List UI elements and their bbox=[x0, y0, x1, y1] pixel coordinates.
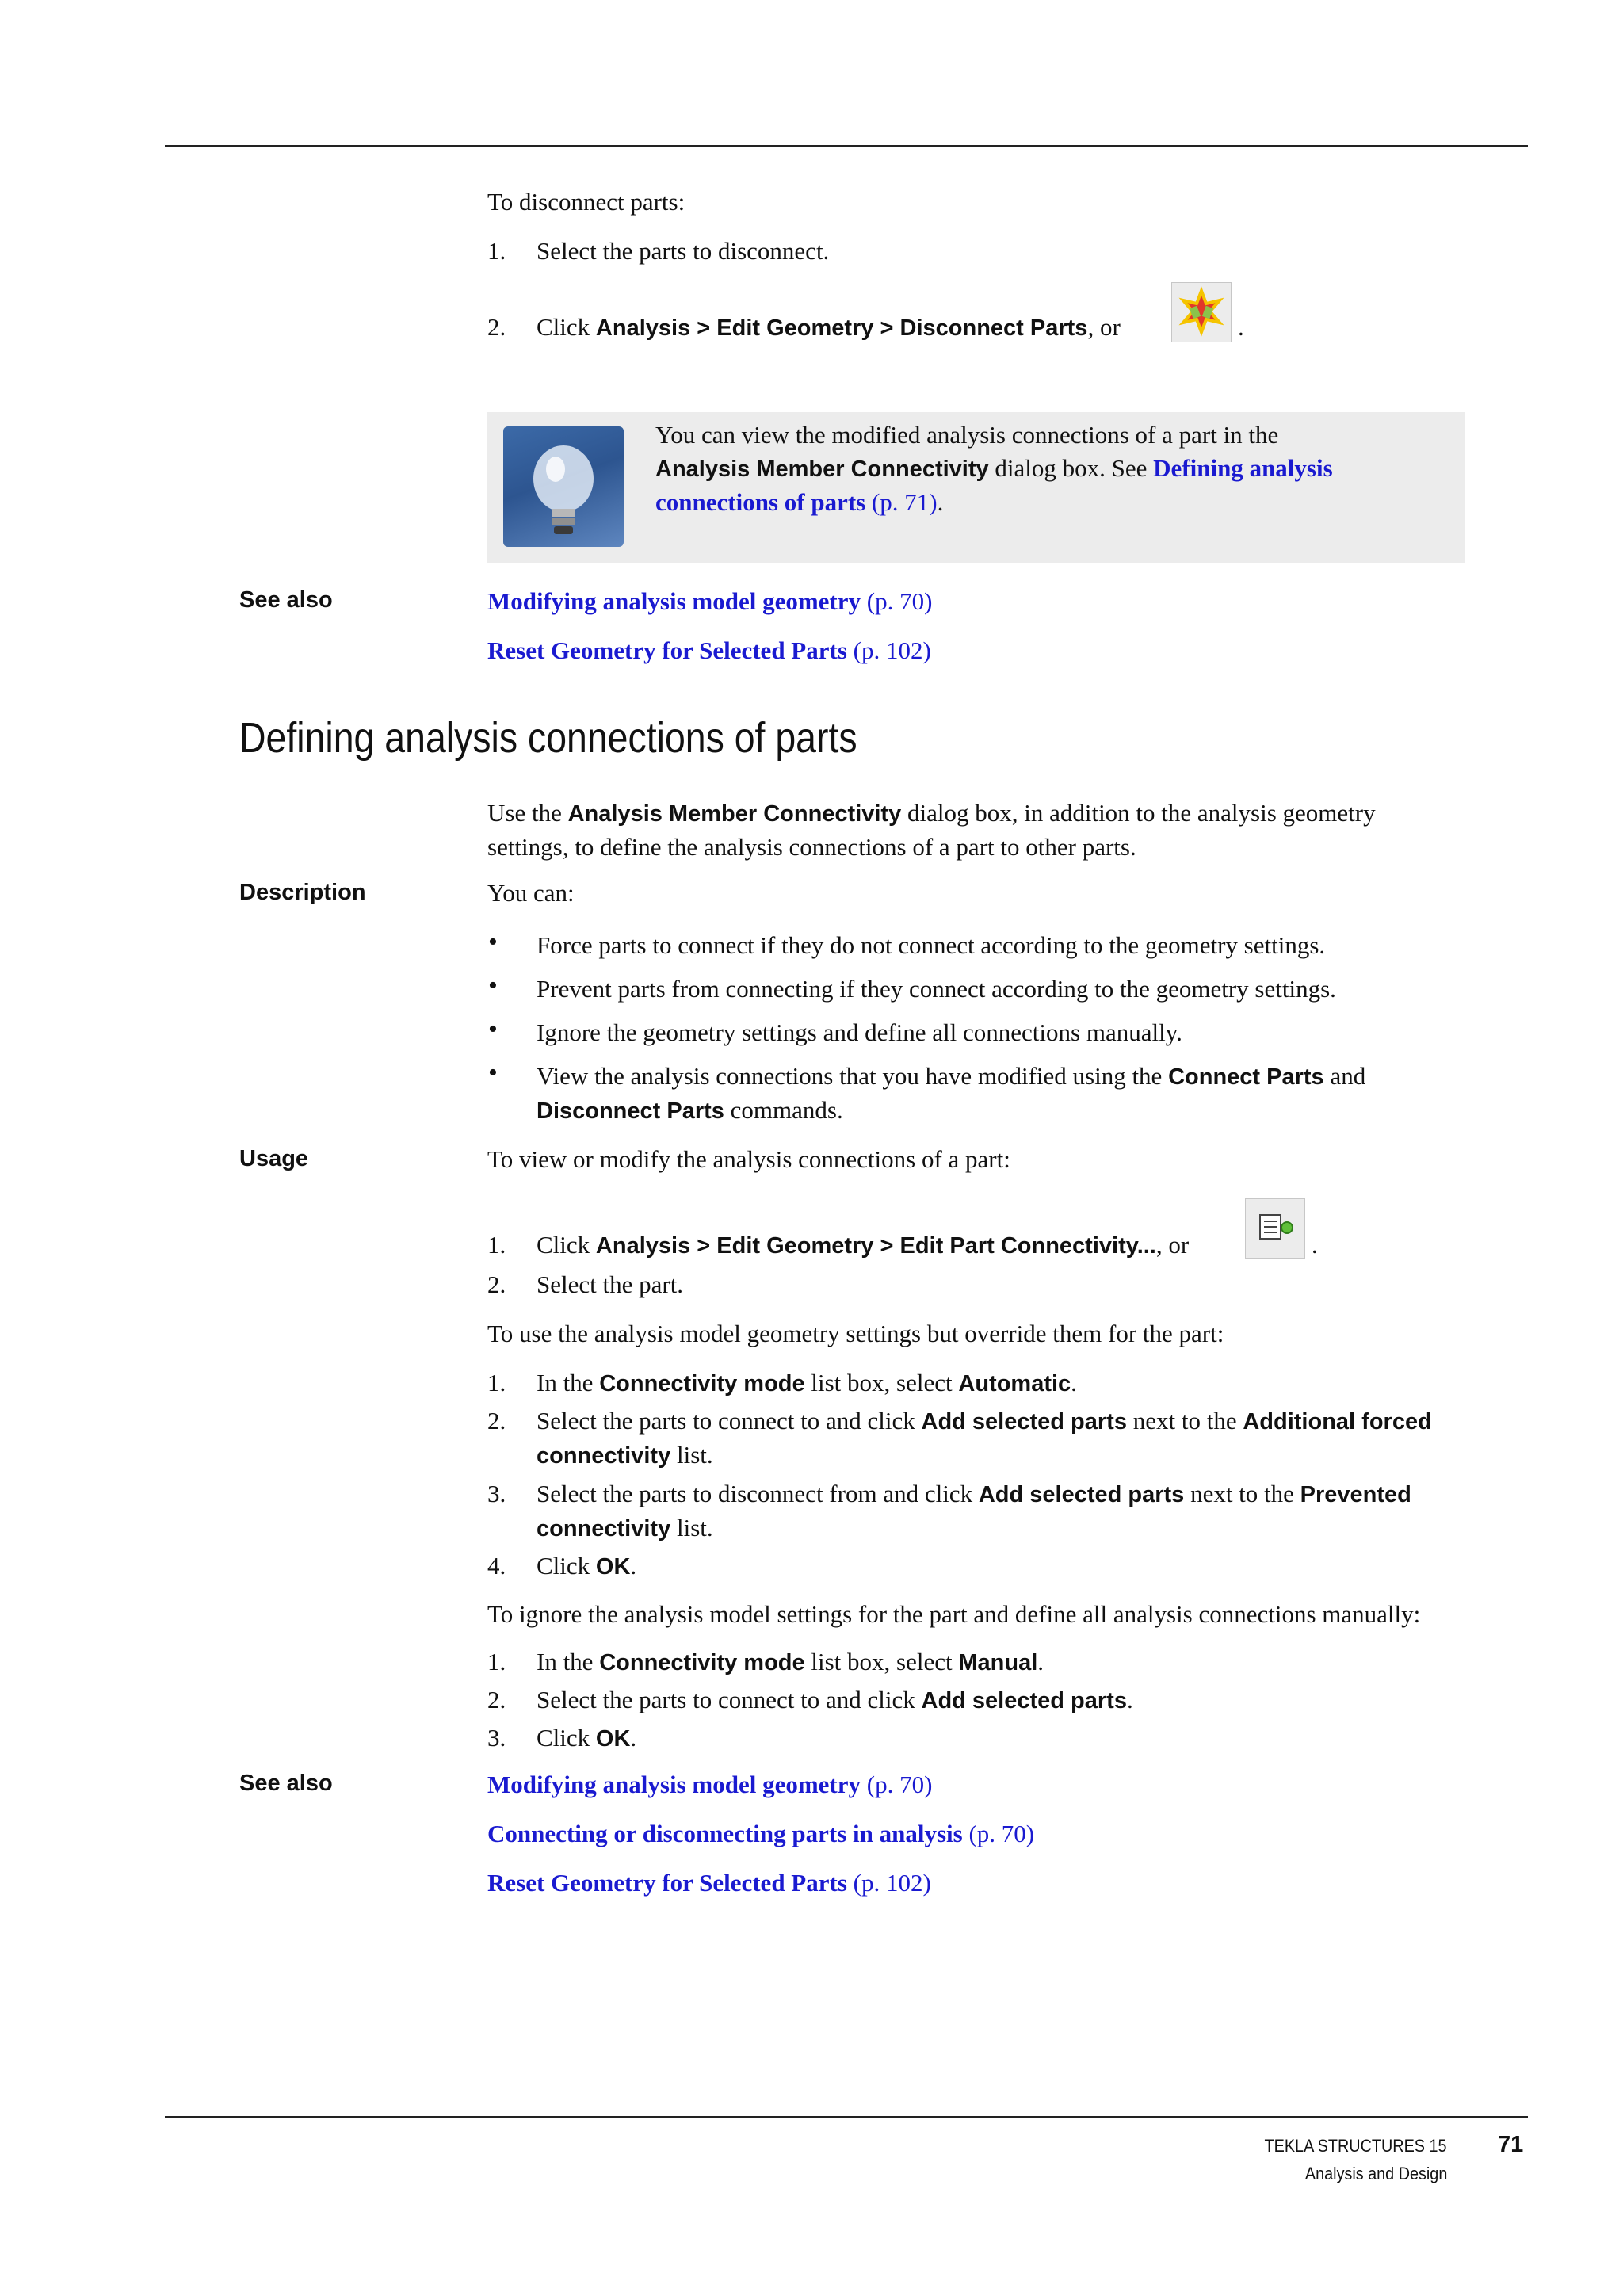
page-ref: (p. 70) bbox=[861, 1771, 933, 1798]
section-title: Defining analysis connections of parts bbox=[239, 714, 857, 762]
text: . bbox=[1071, 1369, 1077, 1396]
see-also-link-row bbox=[487, 1866, 1526, 1900]
text: list box, select bbox=[804, 1369, 959, 1396]
bullet: • bbox=[488, 971, 498, 1000]
text: list. bbox=[670, 1441, 713, 1469]
text: dialog box. See bbox=[988, 454, 1154, 482]
option-name: Automatic bbox=[958, 1371, 1071, 1396]
step-number: 2. bbox=[487, 1686, 506, 1713]
usage-step-2: Select the part. bbox=[537, 1270, 684, 1298]
text: , or bbox=[1155, 1231, 1190, 1259]
see-also-link[interactable]: Reset Geometry for Selected Parts bbox=[487, 636, 847, 664]
step-number: 2. bbox=[487, 1270, 506, 1298]
step-number: 1. bbox=[487, 1369, 506, 1396]
step-number: 4. bbox=[487, 1552, 506, 1580]
list-name: Prevented bbox=[1300, 1482, 1411, 1507]
button-name: Add selected parts bbox=[921, 1409, 1127, 1435]
description-label: Description bbox=[239, 880, 366, 905]
text: Select the parts to connect to and click bbox=[537, 1686, 922, 1713]
see-also-label: See also bbox=[239, 587, 333, 613]
header-rule bbox=[165, 145, 1528, 147]
tip-box bbox=[487, 412, 1465, 563]
option-name: Manual bbox=[958, 1650, 1038, 1675]
text: . bbox=[630, 1552, 637, 1580]
text: Select the parts to connect to and click bbox=[537, 1407, 922, 1435]
bullet: • bbox=[488, 927, 498, 957]
see-also-label: See also bbox=[239, 1771, 333, 1796]
button-name: Add selected parts bbox=[921, 1688, 1127, 1713]
page-ref: (p. 102) bbox=[846, 636, 931, 664]
description-bullet-4 bbox=[537, 1060, 1527, 1128]
text: Click bbox=[537, 1724, 596, 1752]
see-also-link[interactable]: Modifying analysis model geometry bbox=[487, 1771, 861, 1798]
dialog-name: Analysis Member Connectivity bbox=[567, 801, 902, 827]
override-step-4 bbox=[537, 1549, 1527, 1584]
description-bullet-1: Force parts to connect if they do not connect according to the geometry settings. bbox=[537, 931, 1326, 959]
text: Click bbox=[537, 1231, 596, 1259]
see-also-link-row bbox=[487, 1768, 1526, 1801]
text: You can view the modified analysis connections of a part in the bbox=[655, 421, 1279, 449]
text: . bbox=[1126, 1686, 1133, 1713]
menu-path: Analysis > Edit Geometry > Disconnect Parts bbox=[595, 315, 1088, 341]
page-ref: (p. 70) bbox=[861, 587, 933, 615]
see-also-link[interactable]: Reset Geometry for Selected Parts bbox=[487, 1869, 847, 1897]
list-name: connectivity bbox=[537, 1516, 671, 1541]
manual-step-3 bbox=[537, 1721, 1527, 1755]
text: next to the bbox=[1184, 1480, 1300, 1507]
button-name: OK bbox=[595, 1726, 631, 1752]
step-number: 3. bbox=[487, 1724, 506, 1752]
text: and bbox=[1323, 1062, 1366, 1090]
step-number: 1. bbox=[487, 1231, 506, 1259]
text: . bbox=[937, 488, 944, 516]
text: Use the bbox=[487, 799, 568, 827]
text: . bbox=[630, 1724, 637, 1752]
override-lead: To use the analysis model geometry settings but override them for the part: bbox=[487, 1320, 1224, 1347]
footer-subtitle: Analysis and Design bbox=[1304, 2164, 1447, 2183]
usage-step-1 bbox=[537, 1228, 1527, 1263]
manual-lead: To ignore the analysis model settings for the part and define all analysis connections manually: bbox=[487, 1600, 1421, 1628]
text: In the bbox=[537, 1369, 600, 1396]
usage-label: Usage bbox=[239, 1146, 309, 1171]
override-step-1 bbox=[537, 1366, 1527, 1400]
text: Click bbox=[537, 1552, 596, 1580]
text: In the bbox=[537, 1648, 600, 1675]
list-name: Additional forced bbox=[1243, 1409, 1432, 1435]
menu-path: Analysis > Edit Geometry > Edit Part Connectivity... bbox=[595, 1233, 1156, 1259]
field-name: Connectivity mode bbox=[599, 1650, 805, 1675]
footer-rule bbox=[165, 2116, 1528, 2118]
usage-lead: To view or modify the analysis connections of a part: bbox=[487, 1145, 1010, 1173]
disconnect-intro: To disconnect parts: bbox=[487, 188, 685, 216]
footer-brand: TEKLA STRUCTURES 15 bbox=[1265, 2136, 1447, 2156]
see-also-link[interactable]: Modifying analysis model geometry bbox=[487, 587, 861, 615]
command-name: Connect Parts bbox=[1168, 1064, 1324, 1090]
see-also-link-row bbox=[487, 585, 1526, 618]
text: list box, select bbox=[804, 1648, 959, 1675]
bullet: • bbox=[488, 1058, 498, 1087]
step-number: 3. bbox=[487, 1480, 506, 1507]
override-step-2 bbox=[537, 1404, 1527, 1473]
button-name: OK bbox=[595, 1554, 631, 1580]
manual-step-2 bbox=[537, 1683, 1527, 1717]
step-number: 1. bbox=[487, 237, 506, 265]
description-bullet-2: Prevent parts from connecting if they connect according to the geometry settings. bbox=[537, 975, 1336, 1003]
text: commands. bbox=[724, 1096, 843, 1124]
tip-link[interactable]: Defining analysis bbox=[1153, 454, 1333, 482]
disconnect-step-2 bbox=[537, 311, 1527, 345]
lightbulb-icon bbox=[503, 426, 624, 547]
step-end: . bbox=[1238, 313, 1244, 341]
page-ref: (p. 102) bbox=[846, 1869, 931, 1897]
step-number: 1. bbox=[487, 1648, 506, 1675]
tip-text bbox=[655, 418, 1448, 519]
bullet: • bbox=[488, 1014, 498, 1044]
description-bullet-3: Ignore the geometry settings and define all connections manually. bbox=[537, 1018, 1182, 1046]
text: settings, to define the analysis connections of a part to other parts. bbox=[487, 833, 1136, 861]
text: Select the parts to disconnect from and click bbox=[537, 1480, 979, 1507]
edit-part-connectivity-icon bbox=[1246, 1199, 1304, 1258]
text: list. bbox=[670, 1514, 713, 1541]
text: , or bbox=[1087, 313, 1121, 341]
field-name: Connectivity mode bbox=[599, 1371, 805, 1396]
button-name: Add selected parts bbox=[978, 1482, 1185, 1507]
disconnect-step-1: Select the parts to disconnect. bbox=[537, 237, 830, 265]
step-number: 2. bbox=[487, 1407, 506, 1435]
page-number: 71 bbox=[1498, 2132, 1524, 2157]
page-ref: (p. 71) bbox=[865, 488, 938, 516]
text: dialog box, in addition to the analysis geometry bbox=[901, 799, 1376, 827]
manual-step-1 bbox=[537, 1645, 1527, 1679]
see-also-link[interactable]: Connecting or disconnecting parts in analysis bbox=[487, 1820, 963, 1847]
command-name: Disconnect Parts bbox=[537, 1098, 724, 1124]
list-name: connectivity bbox=[537, 1443, 671, 1469]
text: Click bbox=[537, 313, 596, 341]
disconnect-parts-button[interactable] bbox=[1171, 282, 1232, 342]
see-also-link-row bbox=[487, 634, 1526, 667]
description-lead: You can: bbox=[487, 879, 575, 907]
disconnect-parts-icon bbox=[1172, 283, 1231, 342]
override-step-3 bbox=[537, 1477, 1527, 1545]
text: View the analysis connections that you have modified using the bbox=[537, 1062, 1169, 1090]
step-end: . bbox=[1312, 1231, 1318, 1259]
edit-part-connectivity-button[interactable] bbox=[1245, 1198, 1305, 1259]
tip-link[interactable]: connections of parts bbox=[655, 488, 866, 516]
text: next to the bbox=[1126, 1407, 1243, 1435]
text: . bbox=[1037, 1648, 1044, 1675]
section-intro bbox=[487, 797, 1526, 864]
dialog-name: Analysis Member Connectivity bbox=[655, 457, 989, 482]
step-number: 2. bbox=[487, 313, 506, 341]
see-also-link-row bbox=[487, 1817, 1526, 1851]
page-ref: (p. 70) bbox=[962, 1820, 1035, 1847]
